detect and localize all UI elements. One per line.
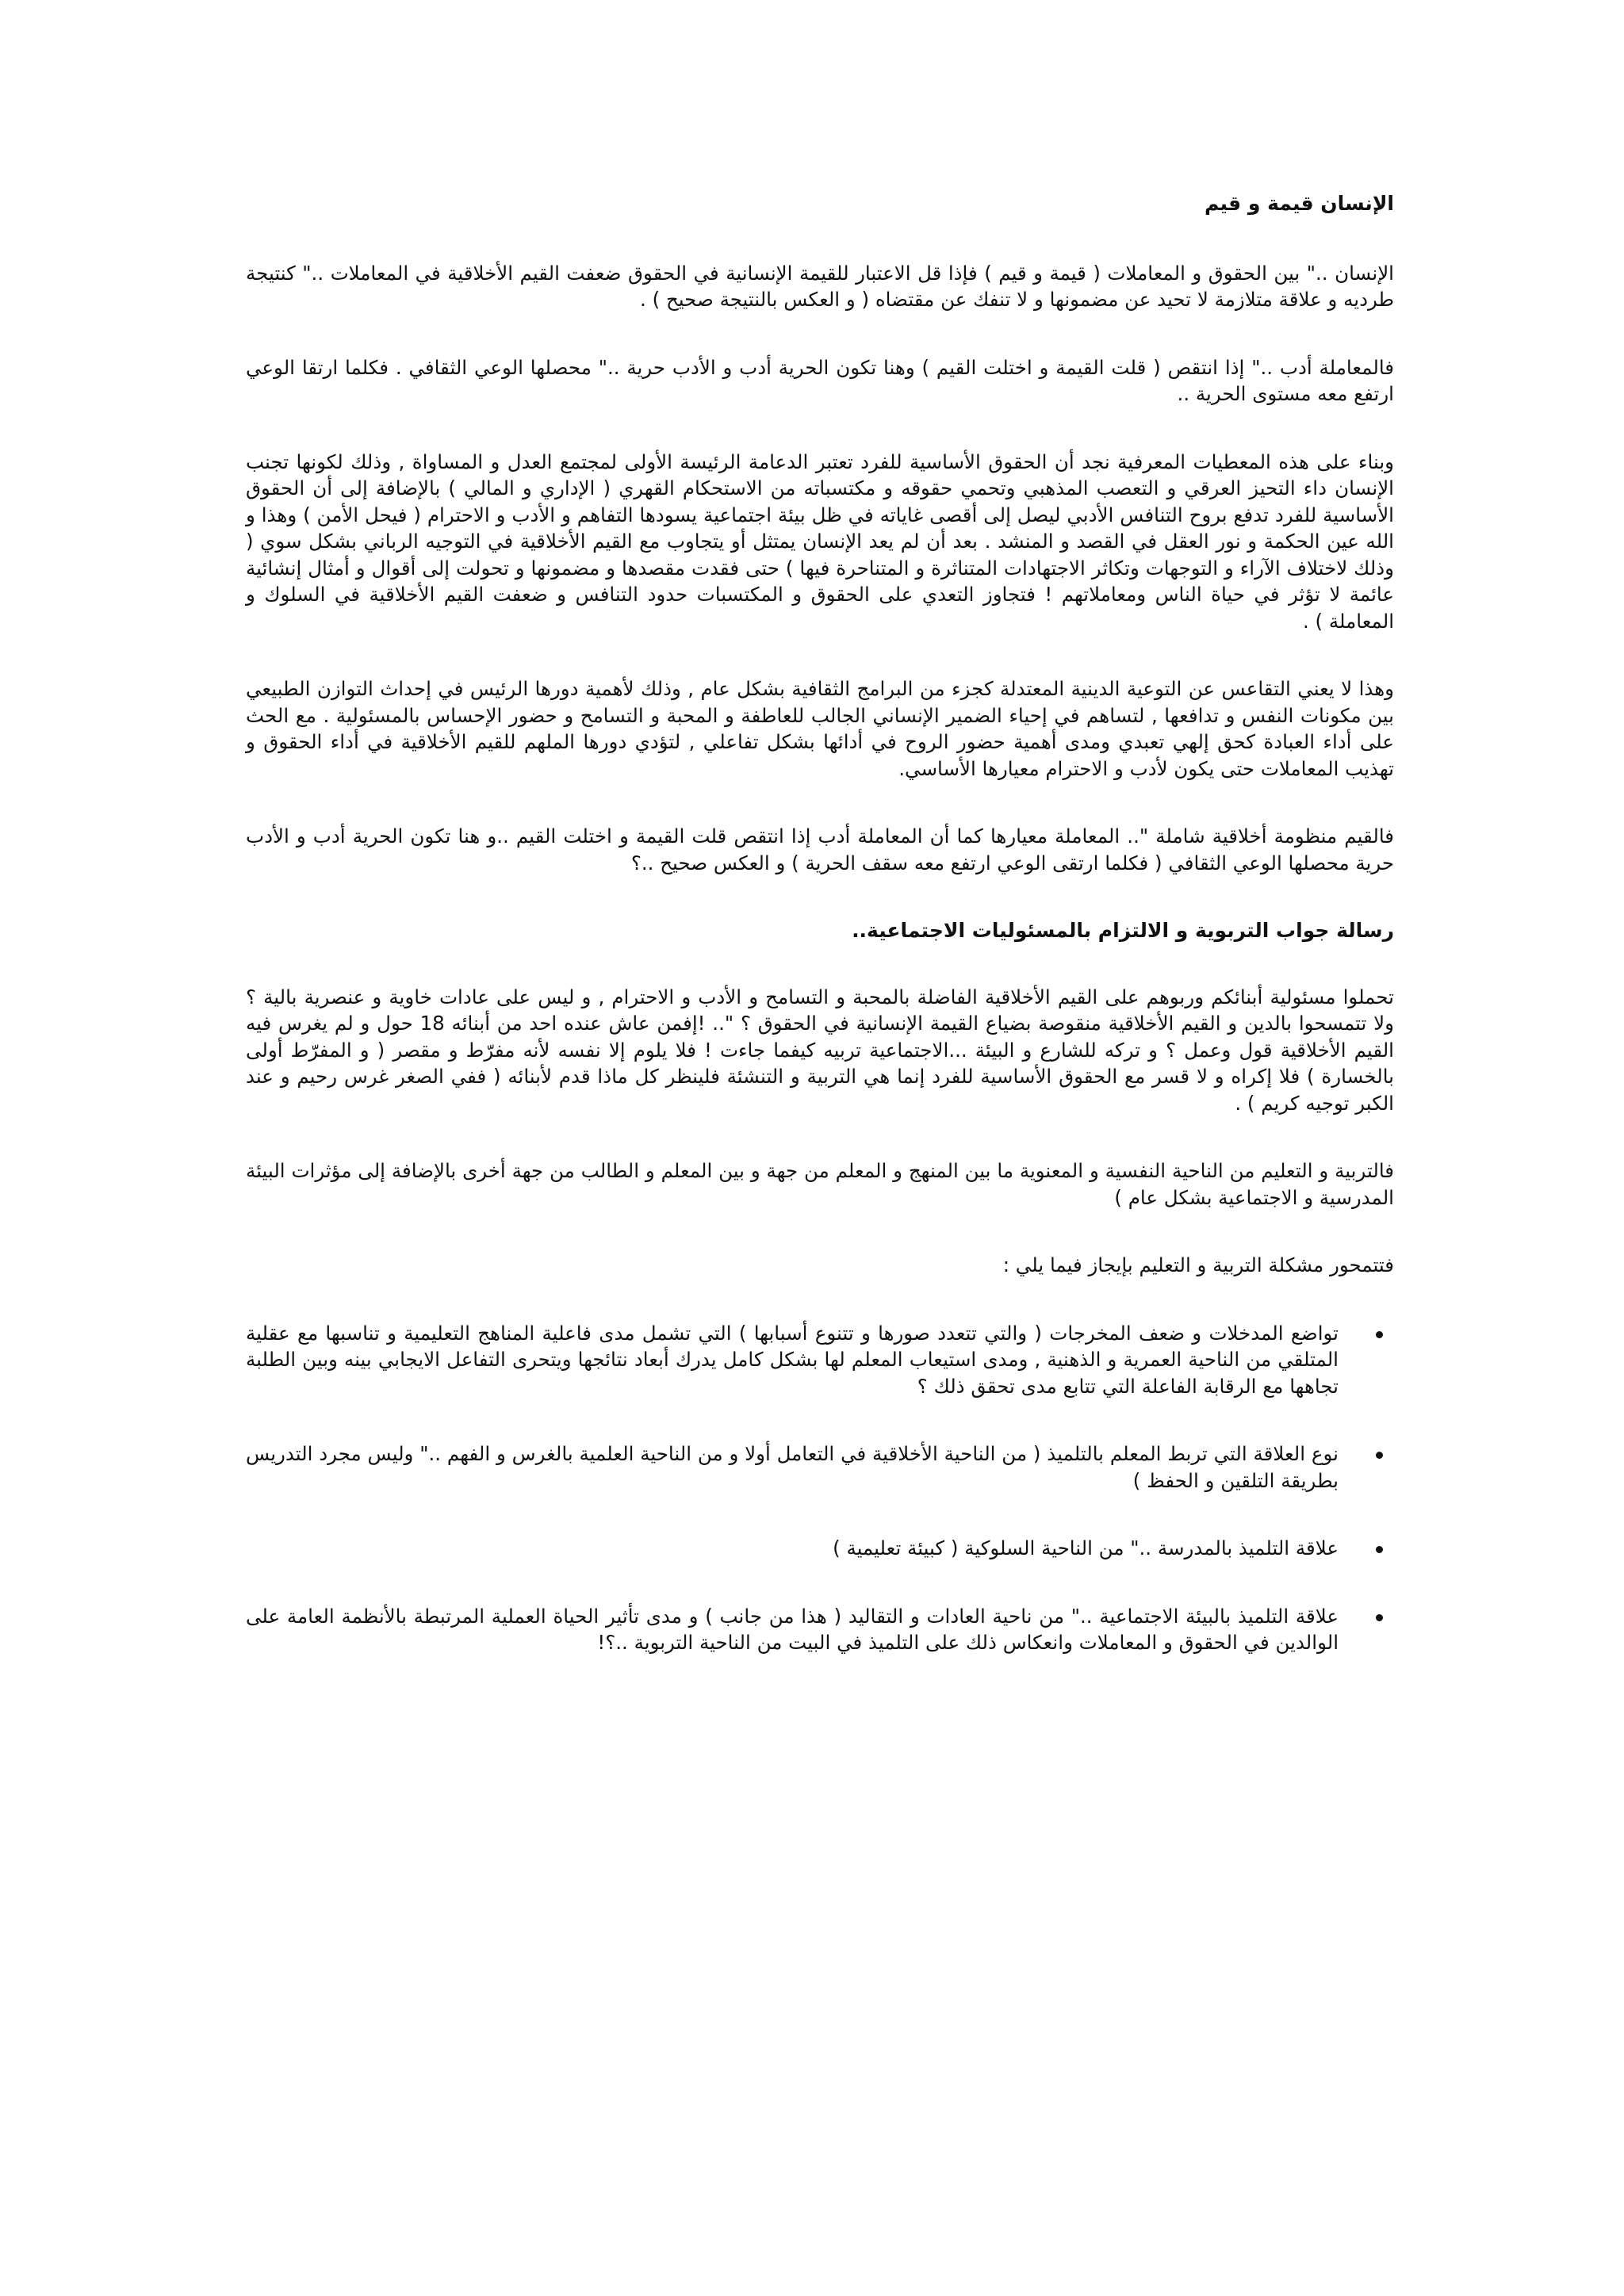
paragraph-3: وبناء على هذه المعطيات المعرفية نجد أن الحقوق الأساسية للفرد تعتبر الدعامة الرئيسة الأولى لمجتمع العدل و المساواة , وذلك لكونها تجنب الإنسان داء التحيز العرقي و التعصب المذهبي وتحمي حقوقه و مكتسباته من الاستحكام القهري ( الإداري و المالي ) بالإضافة إلى أن الحقوق الأساسية للفرد تدفع بروح التنافس الأدبي ليصل إلى أقصى غاياته في ظل بيئة اجتماعية يسودها التفاهم و الأدب و الاحترام ( فيحل الأمن ) وهذا و الله عين الحكمة و نور العقل في القصد و المنشد . بعد أن لم يعد الإنسان يمتثل أو يتجاوب مع القيم الأخلاقية في التوجيه الرباني بشكل سوي ( وذلك لاختلاف الآراء و التوجهات وتكاثر الاجتهادات المتناثرة و المتناحرة فيها ) حتى فقدت مقصدها و مضمونها و تحولت إلى أقوال و أمثال إنشائية عائمة لا تؤثر في حياة الناس ومعاملاتهم ! فتجاوز التعدي على الحقوق و المكتسبات حدود التنافس و ضعفت القيم الأخلاقية في السلوك و المعاملة ) . (246, 450, 1394, 633)
paragraph-1: الإنسان .." بين الحقوق و المعاملات ( قيمة و قيم ) فإذا قل الاعتبار للقيمة الإنسانية في الحقوق ضعفت القيم الأخلاقية في المعاملات .." كنتيجة طرديه و علاقة متلازمة لا تحيد عن مضمونها و لا تنفك عن مقتضاه ( و العكس بالنتيجة صحيح ) . (246, 261, 1394, 311)
bullet-dot-icon (1376, 1614, 1383, 1621)
paragraph-6: تحملوا مسئولية أبنائكم وربوهم على القيم الأخلاقية الفاضلة بالمحبة و التسامح و الأدب و الاحترام , و ليس على عادات خاوية و عنصرية بالية ؟ ولا تتمسحوا بالدين و القيم الأخلاقية منقوصة بضياع القيمة الإنسانية في الحقوق ؟ ".. !إفمن عاش عنده احد من أبنائه 18 حول و لم يغرس فيه القيم الأخلاقية قول وعمل ؟ و تركه للشارع و البيئة ...الاجتماعية تربيه كيفما جاءت ! فلا يلوم إلا نفسه لأنه مفرّط و مقصر ( و المفرّط أولى بالخسارة ) فلا إكراه و لا قسر مع الحقوق الأساسية للفرد إنما هي التربية و التنشئة فلينظر كل ماذا قدم لأبنائه ( ففي الصغر غرس رحيم و عند الكبر توجيه كريم ) . (246, 985, 1394, 1115)
bullet-item (246, 1320, 1394, 1400)
document-title: الإنسان قيمة و قيم (1204, 192, 1394, 215)
paragraph-4: وهذا لا يعني التقاعس عن التوعية الدينية المعتدلة كجزء من البرامج الثقافية بشكل عام , وذلك لأهمية دورها الرئيس في إحداث التوازن الطبيعي بين مكونات النفس و تدافعها , لتساهم في إحياء الضمير الإنساني الجالب للعاطفة و المحبة و التسامح و حضور الإحساس بالمسئولية . مع الحث على أداء العبادة كحق إلهي تعبدي ومدى أهمية حضور الروح في أدائها بشكل تفاعلي , لتؤدي دورها الملهم للقيم الأخلاقية في أداء الحقوق و تهذيب المعاملات حتى يكون لأدب و الاحترام معيارها الأساسي. (246, 677, 1394, 780)
paragraph-7: فالتربية و التعليم من الناحية النفسية و المعنوية ما بين المنهج و المعلم من جهة و بين المعلم و الطالب من جهة أخرى بالإضافة إلى مؤثرات البيئة المدرسية و الاجتماعية بشكل عام ) (246, 1159, 1394, 1209)
bullet-dot-icon (1376, 1546, 1383, 1553)
bullet-text: علاقة التلميذ بالمدرسة .." من الناحية السلوكية ( كبيئة تعليمية ) (833, 1536, 1339, 1559)
paragraph-2: فالمعاملة أدب .." إذا انتقص ( قلت القيمة و اختلت القيم ) وهنا تكون الحرية أدب و الأدب حرية .." محصلها الوعي الثقافي . فكلما ارتقا الوعي ارتفع معه مستوى الحرية .. (246, 355, 1394, 405)
bullet-text: نوع العلاقة التي تربط المعلم بالتلميذ ( من الناحية الأخلاقية في التعامل أولا و من الناحية العلمية بالغرس و الفهم .." وليس مجرد التدريس بطريقة التلقين و الحفظ ) (246, 1442, 1339, 1492)
bullet-item (246, 1603, 1394, 1656)
bullet-text: تواضع المدخلات و ضعف المخرجات ( والتي تتعدد صورها و تتنوع أسبابها ) التي تشمل مدى فاعلية المناهج التعليمية و تناسبها مع عقلية المتلقي من الناحية العمرية و الذهنية , ومدى استيعاب المعلم لها بشكل كامل يدرك أبعاد نتائجها ويتحرى التفاعل الايجابي بينه وبين الطلبة تجاهها مع الرقابة الفاعلة التي تتابع مدى تحقق ذلك ؟ (246, 1321, 1339, 1398)
bullet-item (246, 1441, 1394, 1494)
bullet-item (246, 1535, 1394, 1562)
bullet-dot-icon (1376, 1452, 1383, 1459)
bullet-list (246, 1320, 1394, 1656)
bullet-text: علاقة التلميذ بالبيئة الاجتماعية .." من ناحية العادات و التقاليد ( هذا من جانب ) و مدى تأثير الحياة العملية المرتبطة بالأنظمة العامة على الوالدين في الحقوق و المعاملات وانعكاس ذلك على التلميذ في البيت من الناحية التربوية ..؟! (246, 1604, 1339, 1654)
paragraph-8: فتتمحور مشكلة التربية و التعليم بإيجاز فيما يلي : (1002, 1253, 1394, 1276)
section-subtitle: رسالة جواب التربوية و الالتزام بالمسئوليات الاجتماعية.. (852, 919, 1394, 942)
bullet-dot-icon (1376, 1331, 1383, 1338)
paragraph-5: فالقيم منظومة أخلاقية شاملة ".. المعاملة معيارها كما أن المعاملة أدب إذا انتقص قلت القيمة و اختلت القيم ..و هنا تكون الحرية أدب و الأدب حرية محصلها الوعي الثقافي ( فكلما ارتقى الوعي ارتفع معه سقف الحرية ) و العكس صحيح ..؟ (246, 825, 1394, 874)
